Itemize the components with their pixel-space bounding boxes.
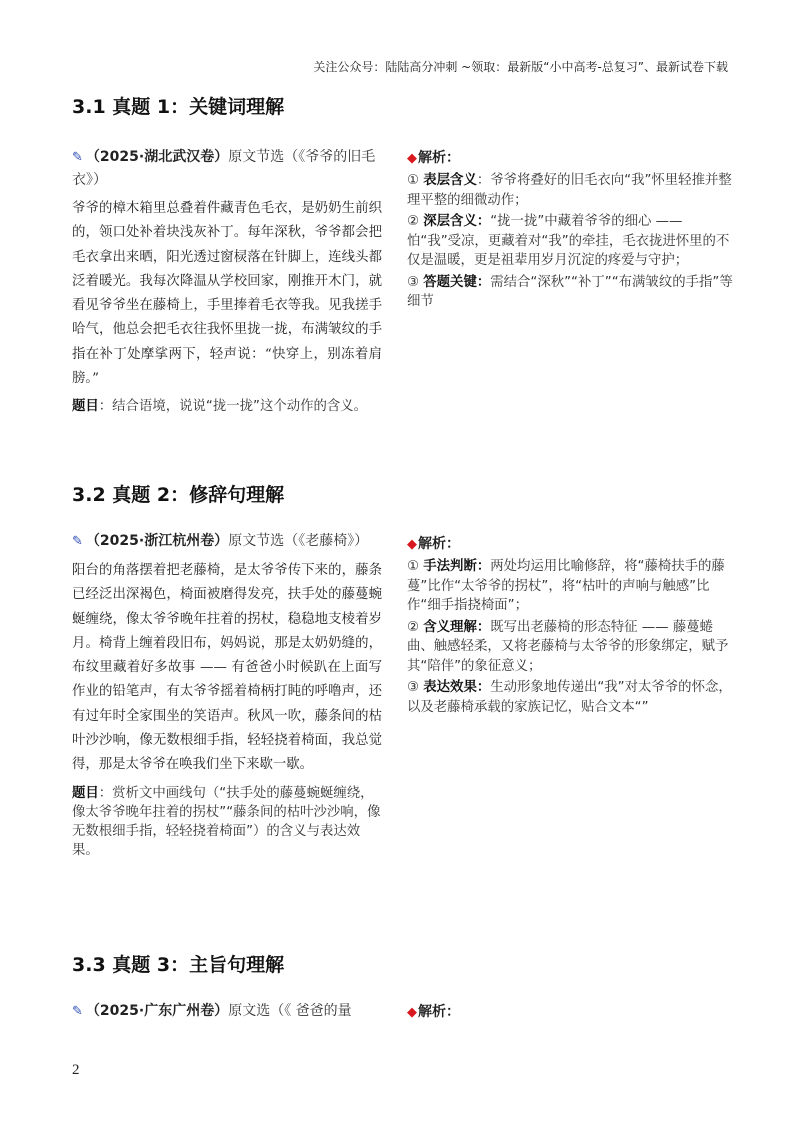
- header-note: 关注公众号：陆陆高分冲刺 ~领取：最新版“小中高考-总复习”、最新试卷下载: [313, 60, 728, 74]
- question-text: ：结合语境，说说“拢一拢”这个动作的含义。: [98, 399, 368, 415]
- source-title: 原文节选（《爷爷的旧毛衣》）: [72, 149, 376, 188]
- item-label: 深层含义：: [423, 214, 491, 229]
- item-text: 生动形象地传递出“我”对太爷爷的怀念，以及老藤椅承载的家族记忆，贴合文本“”: [407, 680, 732, 715]
- source-column: [72, 146, 382, 416]
- analysis-item: [407, 678, 737, 717]
- item-text: 既写出老藤椅的形态特征 —— 藤蔓蜷曲、触感轻柔，又将老藤椅与太爷爷的形象绑定，赋予其“陪伴”的象征意义；: [407, 619, 729, 674]
- section-3-1: [72, 92, 732, 432]
- section-title: 3.2 真题 2：修辞句理解: [72, 484, 285, 506]
- item-label: 含义理解：: [423, 619, 491, 635]
- exam-name: （2025·浙江杭州卷）: [85, 533, 229, 549]
- red-diamond-icon: ◆: [407, 151, 417, 166]
- source-line: [72, 146, 382, 191]
- analysis-item: [407, 273, 737, 312]
- source-line: [72, 1000, 382, 1023]
- item-label: 表层含义: [423, 173, 477, 188]
- item-number: ②: [407, 619, 420, 635]
- section-3-2: [72, 480, 732, 900]
- pen-icon: ✎: [72, 1004, 83, 1019]
- source-column: [72, 1000, 382, 1023]
- red-diamond-icon: ◆: [407, 1005, 417, 1020]
- analysis-column: [407, 534, 737, 717]
- section-title: 3.3 真题 3：主旨句理解: [72, 954, 285, 976]
- source-title: 原文选（《 爸爸的量: [228, 1003, 352, 1019]
- passage: 爷爷的樟木箱里总叠着件藏青色毛衣，是奶奶生前织的，领口处补着块浅灰补丁。每年深秋，爷爷都会把毛衣拿出来晒，阳光透过窗棂落在针脚上，连线头都泛着暖光。我每次降温从学校回家，刚推开木门，就看见爷爷坐在藤椅上，手里捧着毛衣等我。见我搓手哈气，他总会把毛衣往我怀里拢一拢，布满皱纹的手指在补丁处摩挲两下，轻声说：“快穿上，别冻着肩膀。”: [72, 201, 382, 387]
- item-number: ②: [407, 214, 420, 229]
- item-label: 答题关键：: [423, 274, 491, 290]
- source-line: [72, 530, 382, 553]
- pen-icon: ✎: [72, 534, 83, 549]
- page-number: 2: [72, 1062, 80, 1078]
- exam-name: （2025·广东广州卷）: [85, 1003, 229, 1019]
- analysis-item: [407, 212, 737, 271]
- source-title: 原文节选（《老藤椅》）: [228, 533, 369, 549]
- item-text: “拢一拢”中藏着爷爷的细心 —— 怕“我”受凉，更藏着对“我”的牵挂，毛衣拢进怀里的不仅是温暖，更是祖辈用岁月沉淀的疼爱与守护；: [407, 214, 730, 268]
- question: [72, 397, 382, 416]
- exam-name: （2025·湖北武汉卷）: [85, 149, 229, 165]
- question: [72, 784, 382, 860]
- analysis-column: [407, 1002, 737, 1023]
- section-3-3: [72, 950, 732, 1040]
- question-label: 题目: [72, 785, 99, 801]
- passage: 阳台的角落摆着把老藤椅，是太爷爷传下来的，藤条已经泛出深褐色，椅面被磨得发亮，扶手处的藤蔓蜿蜒缠绕，像太爷爷晚年拄着的拐杖，稳稳地支棱着岁月。椅背上缠着段旧布，妈妈说，那是太奶奶缝的，布纹里藏着好多故事 —— 有爸爸小时候趴在上面写作业的铅笔声，有太爷爷摇着椅柄打盹的呼噜声，还有过年时全家围坐的笑语声。秋风一吹，藤条间的枯叶沙沙响，像无数根细手指，轻轻挠着椅面，我总觉得，那是太爷爷在唤我们坐下来歇一歇。: [72, 563, 382, 773]
- item-label: 手法判断：: [423, 559, 491, 574]
- analysis-heading: [407, 534, 737, 555]
- source-column: [72, 530, 382, 860]
- analysis-heading: [407, 1002, 737, 1023]
- analysis-item: [407, 557, 737, 616]
- analysis-label: 解析：: [418, 150, 460, 166]
- item-number: ③: [407, 680, 420, 695]
- analysis-column: [407, 148, 737, 312]
- section-title: 3.1 真题 1：关键词理解: [72, 96, 285, 118]
- red-diamond-icon: ◆: [407, 537, 417, 552]
- item-text: ：爷爷将叠好的旧毛衣向“我”怀里轻推并整理平整的细微动作；: [407, 173, 732, 208]
- item-number: ③: [407, 274, 420, 290]
- item-text: 两处均运用比喻修辞，将“藤椅扶手的藤蔓”比作“太爷爷的拐杖”，将“枯叶的声响与触感”比作“细手指挠椅面”；: [407, 559, 725, 613]
- analysis-label: 解析：: [418, 1004, 460, 1020]
- analysis-label: 解析：: [418, 536, 460, 552]
- question-label: 题目: [72, 399, 99, 415]
- item-label: 表达效果：: [423, 680, 491, 695]
- pen-icon: ✎: [72, 150, 83, 165]
- analysis-item: [407, 171, 737, 210]
- analysis-heading: [407, 148, 737, 169]
- item-text: 需结合“深秋”“补丁”“布满皱纹的手指”等细节: [407, 274, 733, 309]
- item-number: ①: [407, 559, 420, 574]
- analysis-item: [407, 618, 737, 677]
- question-text: ：赏析文中画线句（“扶手处的藤蔓蜿蜒缠绕，像太爷爷晚年拄着的拐杖”“藤条间的枯叶沙沙响，像无数根细手指，轻轻挠着椅面”）的含义与表达效果。: [72, 785, 381, 858]
- item-number: ①: [407, 173, 420, 188]
